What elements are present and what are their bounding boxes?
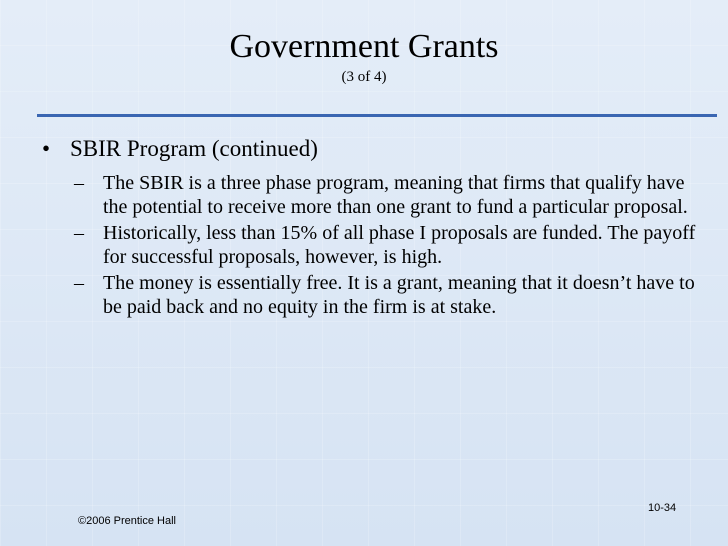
bullet-icon: •	[42, 136, 51, 161]
slide-subtitle: (3 of 4)	[341, 69, 387, 85]
slide-number: 10-34	[648, 502, 677, 514]
dash-icon: –	[74, 222, 84, 244]
dash-icon: –	[74, 272, 84, 294]
sub-bullet-list	[74, 172, 706, 322]
sub-bullet-text: The SBIR is a three phase program, meaning that firms that qualify have the potential to receive more than one grant to fund a particular proposal.	[103, 172, 688, 218]
sub-bullet-text: Historically, less than 15% of all phase I proposals are funded. The payoff for successful proposals, however, is high.	[103, 222, 696, 268]
slide-title: Government Grants	[229, 28, 499, 65]
main-bullet-text: SBIR Program (continued)	[70, 136, 318, 161]
dash-icon: –	[74, 172, 84, 194]
title-divider	[37, 114, 717, 117]
sub-bullet-item	[74, 172, 706, 219]
sub-bullet-item	[74, 222, 706, 269]
sub-bullet-text: The money is essentially free. It is a grant, meaning that it doesn’t have to be paid back and no equity in the firm is at stake.	[103, 272, 695, 318]
sub-bullet-item	[74, 272, 706, 319]
main-bullet	[42, 134, 318, 164]
copyright-footer: ©2006 Prentice Hall	[78, 515, 176, 527]
